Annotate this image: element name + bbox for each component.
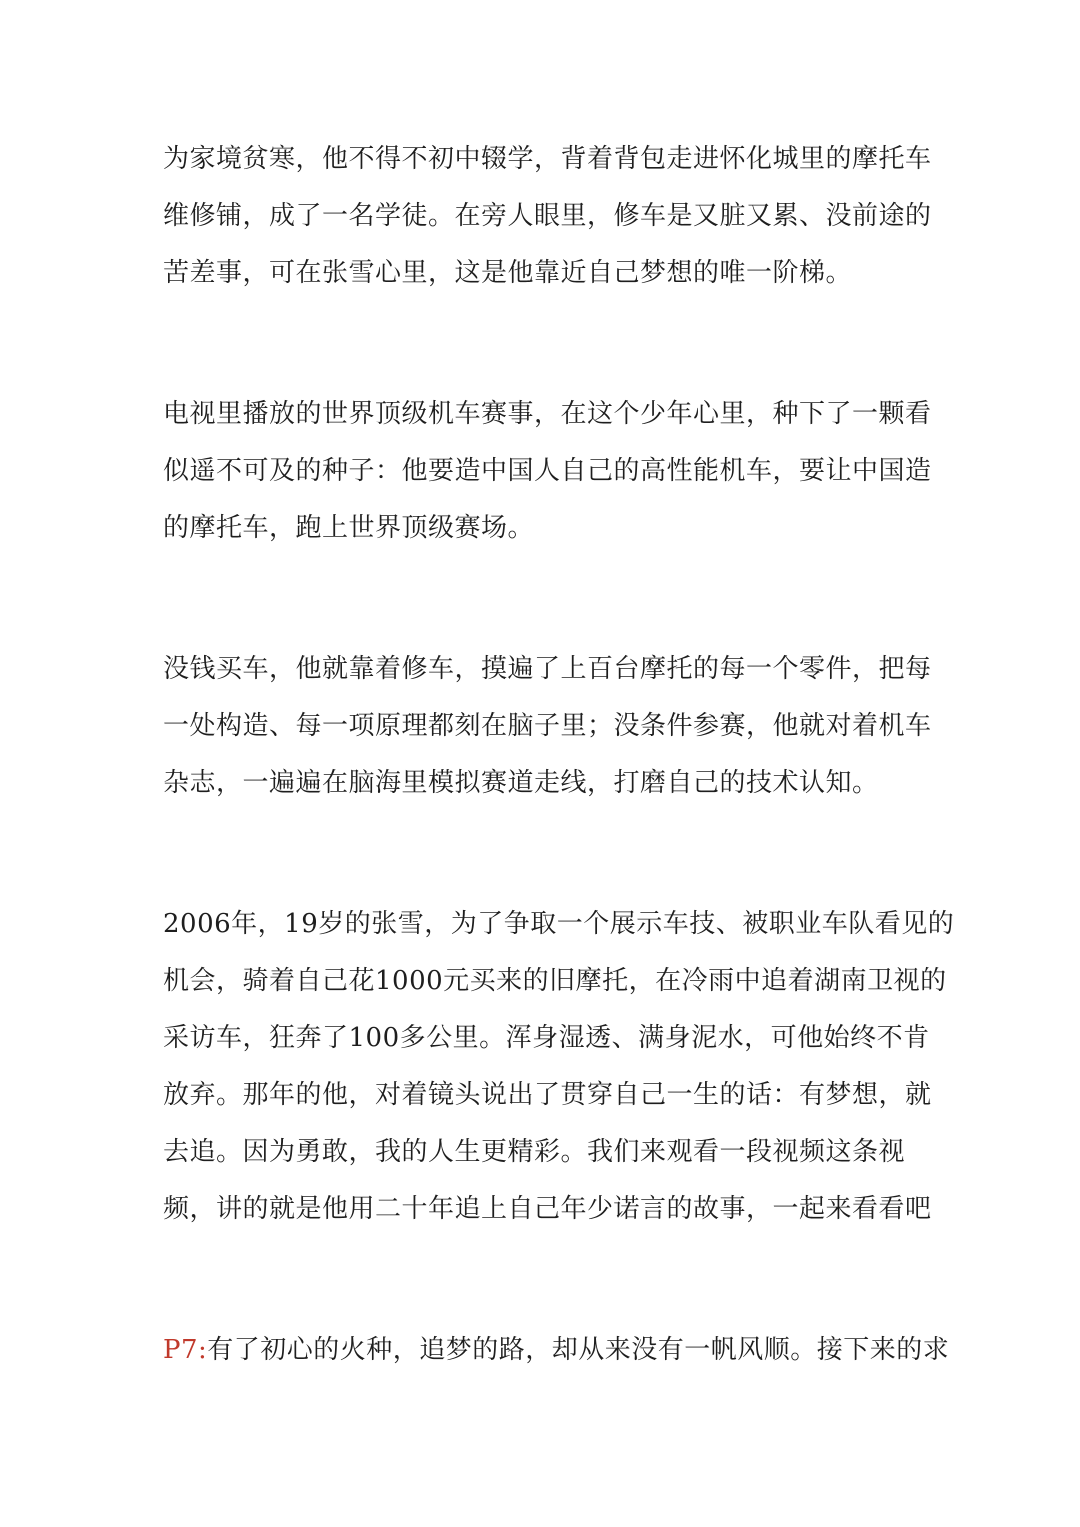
- paragraph-3: [163, 641, 932, 812]
- text-line: 为家境贫寒，他不得不初中辍学，背着背包走进怀化城里的摩托车: [163, 144, 932, 174]
- text-line: 2006年，19岁的张雪，为了争取一个展示车技、被职业车队看见的: [163, 909, 955, 939]
- text-line: 苦差事，可在张雪心里，这是他靠近自己梦想的唯一阶梯。: [163, 258, 853, 288]
- text-line: 去追。因为勇敢，我的人生更精彩。我们来观看一段视频这条视: [163, 1137, 906, 1167]
- paragraph-2: [163, 386, 932, 557]
- paragraph-4: [163, 896, 955, 1238]
- text-line: 采访车，狂奔了100多公里。浑身湿透、满身泥水，可他始终不肯: [163, 1023, 930, 1053]
- text-line: 频，讲的就是他用二十年追上自己年少诺言的故事，一起来看看吧: [163, 1194, 932, 1224]
- text-line: 放弃。那年的他，对着镜头说出了贯穿自己一生的话：有梦想，就: [163, 1080, 932, 1110]
- slide-tag: P7:: [163, 1335, 208, 1365]
- text-line-content: 有了初心的火种，追梦的路，却从来没有一帆风顺。接下来的求: [207, 1335, 950, 1365]
- text-line: 一处构造、每一项原理都刻在脑子里；没条件参赛，他就对着机车: [163, 711, 932, 741]
- text-line: [163, 1322, 950, 1379]
- paragraph-5: [163, 1322, 950, 1379]
- text-line: 似遥不可及的种子：他要造中国人自己的高性能机车，要让中国造: [163, 456, 932, 486]
- text-line: 杂志，一遍遍在脑海里模拟赛道走线，打磨自己的技术认知。: [163, 768, 879, 798]
- text-line: 电视里播放的世界顶级机车赛事，在这个少年心里，种下了一颗看: [163, 399, 932, 429]
- text-line: 机会，骑着自己花1000元买来的旧摩托，在冷雨中追着湖南卫视的: [163, 966, 947, 996]
- paragraph-1: [163, 131, 932, 302]
- text-line: 维修铺，成了一名学徒。在旁人眼里，修车是又脏又累、没前途的: [163, 201, 932, 231]
- text-line: 没钱买车，他就靠着修车，摸遍了上百台摩托的每一个零件，把每: [163, 654, 932, 684]
- text-line: 的摩托车，跑上世界顶级赛场。: [163, 513, 535, 543]
